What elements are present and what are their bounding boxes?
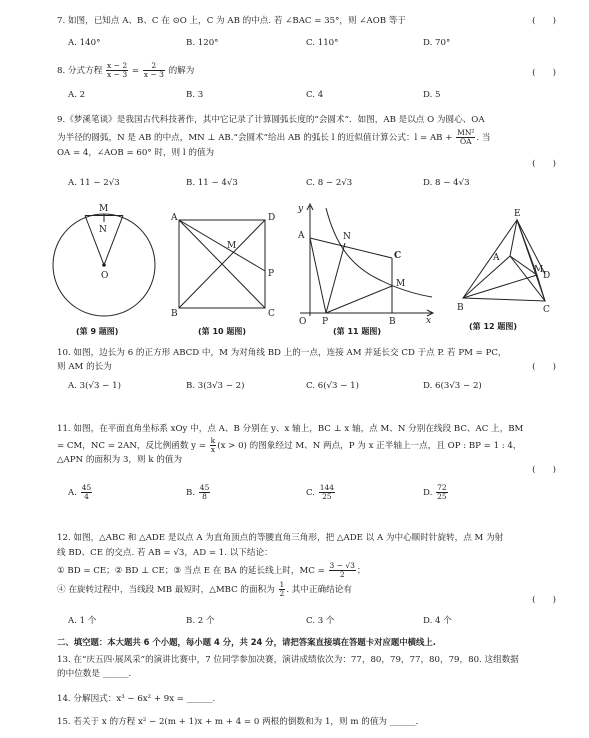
fig10-label-a: A — [171, 213, 178, 223]
q12-option-a: A. 1 个 — [68, 616, 97, 626]
fig11-label-y: y — [298, 204, 304, 214]
q12-line-1: 12. 如图，△ABC 和 △ADE 是以点 A 为直角顶点的等腰直角三角形，把 △ADE 以 A 为中心顺时针旋转，点 M 为射 — [57, 533, 504, 543]
question-10 — [57, 348, 569, 372]
fig10-label-d: D — [268, 213, 276, 223]
q8-bracket: ( ) — [532, 68, 556, 78]
q10-line-1: 10. 如图，边长为 6 的正方形 ABCD 中，M 为对角线 BD 上的一点，连接 AM 并延长交 CD 于点 P. 若 PM = PC， — [57, 348, 507, 358]
fig11-label-n: N — [343, 232, 351, 242]
q9-bracket: ( ) — [532, 159, 556, 169]
figures-row — [0, 198, 589, 343]
fig11-label-o: O — [299, 317, 307, 327]
q10-option-b: B. 3(3√3 − 2) — [186, 381, 245, 391]
q12-option-c: C. 3 个 — [306, 616, 335, 626]
q7-option-b: B. 120° — [186, 38, 219, 48]
fig12-label-c: C — [543, 305, 550, 315]
q12-frac-3: $\frac{3 - √3}{2}$ — [329, 561, 355, 580]
q11-line-2: = CM，NC = 2AN，反比例函数 y = — [57, 440, 206, 451]
q13-line-2: 的中位数是 ______. — [57, 668, 132, 679]
fig11-caption: (第 11 题图) — [333, 327, 382, 336]
question-9: 9.《梦溪笔谈》是我国古代科技著作，其中它记录了计算圆弧长度的“会圆术”．如图，AB 是以点 O 为圆心、OA 为半径的圆弧，N 是 AB 的中点，MN ⊥ AB.“会圆术”给出 AB 的弧长 l 的近似值计算公式：l = AB + $\frac{\text{MN²}}{OA}$ . 当 OA = 4，∠AOB = 60° 时，则 l 的值为 — [57, 115, 569, 159]
question-11: 11. 如图，在平面直角坐标系 xOy 中，点 A、B 分别在 y、x 轴上，BC ⊥ x 轴，点 M、N 分别在线段 BC、AC 上，BM = CM，NC = 2AN，反比例函数 y = $\frac{k}{x}$ (x > 0) 的图象经过 M、N 两点，P 为 x 正半轴上一点，且 OP : BP = 1 : 4， △APN 的面积为 3，则 k 的值为 — [57, 424, 569, 466]
q13-line-1: 13. 在“庆五四·展风采”的演讲比赛中，7 位同学参加决赛，演讲成绩依次为：77，80，79，77，80，79，80. 这组数据 — [57, 655, 519, 665]
q10-option-c: C. 6(√3 − 1) — [306, 381, 359, 391]
q12-line-4: ④ 在旋转过程中，当线段 MB 最短时，△MBC 的面积为 — [57, 585, 275, 596]
q11-bracket: ( ) — [532, 465, 556, 475]
fig9-label-o: O — [101, 271, 109, 281]
q12-bracket: ( ) — [532, 595, 556, 605]
fig12-label-m: M — [534, 265, 544, 275]
q7-option-d: D. 70° — [423, 38, 451, 48]
q9-frac: $\frac{\text{MN²}}{OA}$ — [457, 127, 475, 146]
q10-option-d: D. 6(3√3 − 2) — [423, 381, 482, 391]
q7-option-c: C. 110° — [306, 38, 339, 48]
q11-option-b: B. $\frac{45}{8}$ — [186, 483, 210, 501]
q12-line-2: 线 BD、CE 的交点. 若 AB = √3，AD = 1. 以下结论： — [57, 547, 273, 558]
q11-option-c: C. $\frac{144}{25}$ — [306, 483, 335, 501]
figure-11 — [297, 204, 433, 327]
question-12: 12. 如图，△ABC 和 △ADE 是以点 A 为直角顶点的等腰直角三角形，把 △ADE 以 A 为中心顺时针旋转，点 M 为射 线 BD、CE 的交点. 若 AB = √3，AD = 1. 以下结论： ① BD = CE；② BD ⊥ CE；③ 当点 E 在 BA 的延长线上时，MC = $\frac{3 - √3}{2}$ ； ④ 在旋转过程中，当线段 MB 最短时，△MBC 的面积为 $\frac{1}{2}$ . 其中正确结论有 — [57, 533, 569, 598]
fig11-label-x: x — [426, 316, 432, 326]
q7-text: 7. 如图，已知点 A、B、C 在 ⊙O 上，C 为 AB 的中点. 若 ∠BAC = 35°，则 ∠AOB 等于 — [57, 16, 406, 26]
q7-bracket: ( ) — [532, 16, 556, 26]
q11-option-d: D. $\frac{72}{25}$ — [423, 483, 447, 501]
q11-line-3: △APN 的面积为 3，则 k 的值为 — [57, 455, 183, 466]
fig11-label-a: A — [298, 231, 305, 241]
q7-option-a: A. 140° — [68, 38, 101, 48]
q8-text-post: 的解为 — [168, 65, 195, 76]
q12-line-3: ① BD = CE；② BD ⊥ CE；③ 当点 E 在 BA 的延长线上时，MC = — [57, 566, 325, 577]
q9-option-d: D. 8 − 4√3 — [423, 178, 470, 188]
figure-12 — [457, 209, 550, 315]
q9-option-b: B. 11 − 4√3 — [186, 178, 238, 188]
fig9-label-n: N — [99, 225, 107, 235]
fig10-label-c: C — [268, 309, 275, 319]
fig12-label-b: B — [457, 303, 464, 313]
fig10-label-p: P — [268, 269, 275, 279]
fig9-label-m: M — [99, 204, 109, 214]
fig11-label-b: B — [389, 317, 396, 327]
q10-line-2: 则 AM 的长为 — [57, 361, 112, 372]
fig11-label-c: C — [394, 251, 402, 261]
q8-frac-1: $\frac{x - 2}{x - 3}$ — [107, 61, 128, 79]
fig10-caption: (第 10 题图) — [198, 327, 247, 336]
q8-option-c: C. 4 — [306, 90, 324, 100]
fig11-label-p: P — [322, 317, 329, 327]
q10-bracket: ( ) — [532, 362, 556, 372]
fig12-label-a: A — [493, 253, 500, 263]
q9-line-3: OA = 4，∠AOB = 60° 时，则 l 的值为 — [57, 148, 215, 159]
q9-option-c: C. 8 − 2√3 — [306, 178, 353, 188]
q11-frac: $\frac{k}{x}$ — [210, 435, 216, 454]
q9-option-a: A. 11 − 2√3 — [68, 178, 120, 188]
question-7 — [57, 16, 569, 27]
question-13 — [57, 655, 569, 679]
question-14: 14. 分解因式：x³ − 6x² + 9x = ______. — [57, 694, 216, 704]
q8-option-a: A. 2 — [68, 90, 86, 100]
q11-line-1: 11. 如图，在平面直角坐标系 xOy 中，点 A、B 分别在 y、x 轴上，BC ⊥ x 轴，点 M、N 分别在线段 BC、AC 上，BM — [57, 424, 524, 434]
q10-option-a: A. 3(√3 − 1) — [68, 381, 121, 391]
q8-option-b: B. 3 — [186, 90, 204, 100]
figure-9 — [53, 204, 155, 316]
fig9-caption: (第 9 题图) — [76, 327, 119, 336]
q9-line-2: 为半径的圆弧，N 是 AB 的中点，MN ⊥ AB.“会圆术”给出 AB 的弧长 l 的近似值计算公式：l = AB + — [57, 132, 453, 143]
q12-option-b: B. 2 个 — [186, 616, 215, 626]
q8-text-pre: 8. 分式方程 — [57, 65, 103, 76]
q8-frac-2: $\frac{2}{x - 3}$ — [143, 61, 164, 79]
fig10-label-b: B — [171, 309, 178, 319]
fig12-label-e: E — [514, 209, 521, 219]
question-15: 15. 若关于 x 的方程 x² − 2(m + 1)x + m + 4 = 0 两根的倒数和为 1，则 m 的值为 ______. — [57, 717, 419, 727]
fig12-label-d: D — [543, 271, 551, 281]
q9-line-1: 9.《梦溪笔谈》是我国古代科技著作，其中它记录了计算圆弧长度的“会圆术”．如图，AB 是以点 O 为圆心、OA — [57, 115, 485, 125]
fig11-label-m: M — [396, 279, 406, 289]
section-2-heading: 二、填空题：本大题共 6 个小题，每小题 4 分，共 24 分，请把答案直接填在答题卡对应题中横线上. — [57, 637, 436, 647]
q12-frac-4: $\frac{1}{2}$ — [279, 580, 285, 599]
fig10-label-m: M — [227, 241, 237, 251]
figure-10 — [170, 213, 275, 319]
fig12-caption: (第 12 题图) — [469, 322, 518, 331]
q12-option-d: D. 4 个 — [423, 616, 452, 626]
question-8: 8. 分式方程 $\frac{x - 2}{x - 3}$ = $\frac{2}{x - 3}$ 的解为 — [57, 61, 195, 79]
q8-option-d: D. 5 — [423, 90, 441, 100]
q11-option-a: A. $\frac{45}{4}$ — [68, 483, 92, 501]
